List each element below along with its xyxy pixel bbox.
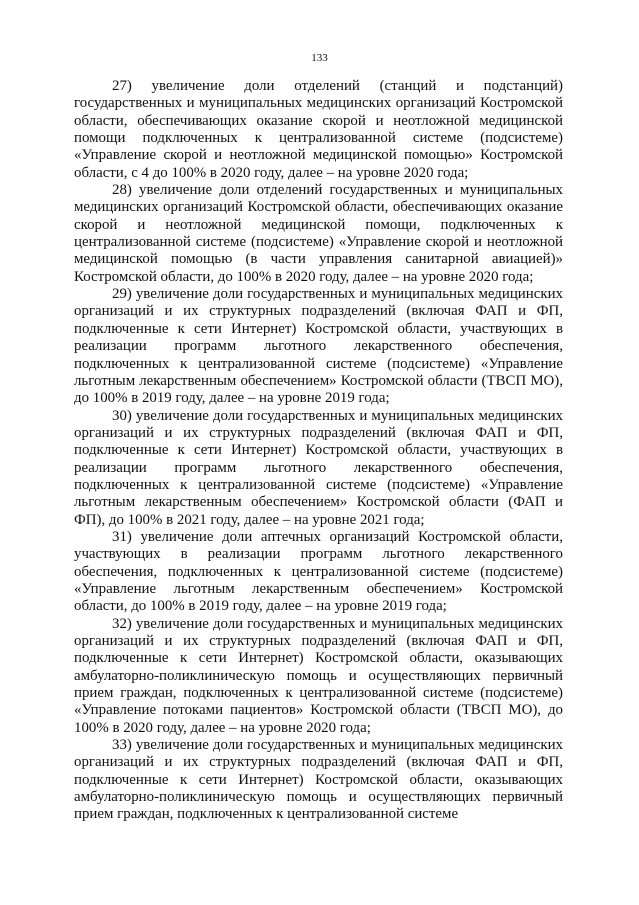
paragraph-29: 29) увеличение доли государственных и муниципальных медицинских организаций и их структурных подразделений (включая ФАП и ФП, подключенные к сети Интернет) Костромской области, участвующих в реализации программ льготного лекарственного обеспечения, подключенных к централизованной системе (подсистеме) «Управление льготным лекарственным обеспечением» Костромской области (ТВСП МО), до 100% в 2019 году, далее – на уровне 2019 года;: [74, 286, 563, 407]
paragraph-30: 30) увеличение доли государственных и муниципальных медицинских организаций и их структурных подразделений (включая ФАП и ФП, подключенные к сети Интернет) Костромской области, участвующих в реализации программ льготного лекарственного обеспечения, подключенных к централизованной системе (подсистеме) «Управление льготным лекарственным обеспечением» Костромской области (ФАП и ФП), до 100% в 2021 году, далее – на уровне 2021 года;: [74, 407, 563, 528]
document-body: [74, 78, 563, 824]
paragraph-28: 28) увеличение доли отделений государственных и муниципальных медицинских организаций Костромской области, обеспечивающих оказание скорой и неотложной медицинской помощи, подключенных к централизованной системе (подсистеме) «Управление скорой и неотложной медицинской помощью (в части управления санитарной авиацией)» Костромской области, до 100% в 2020 году, далее – на уровне 2020 года;: [74, 182, 563, 285]
page-number: 133: [311, 52, 328, 64]
paragraph-27: 27) увеличение доли отделений (станций и подстанций) государственных и муниципальных медицинских организаций Костромской области, обеспечивающих оказание скорой и неотложной медицинской помощи подключенных к централизованной системе (подсистеме) «Управление скорой и неотложной медицинской помощью» Костромской области, с 4 до 100% в 2020 году, далее – на уровне 2020 года;: [74, 78, 563, 181]
paragraph-32: 32) увеличение доли государственных и муниципальных медицинских организаций и их структурных подразделений (включая ФАП и ФП, подключенные к сети Интернет) Костромской области, оказывающих амбулаторно-поликлиническую помощь и осуществляющих первичный прием граждан, подключенных к централизованной системе (подсистеме) «Управление потоками пациентов» Костромской области (ТВСП МО), до 100% в 2020 году, далее – на уровне 2020 года;: [74, 615, 563, 736]
paragraph-31: 31) увеличение доли аптечных организаций Костромской области, участвующих в реализации программ льготного лекарственного обеспечения, подключенных к централизованной системе (подсистеме) «Управление льготным лекарственным обеспечением» Костромской области, до 100% в 2019 году, далее – на уровне 2019 года;: [74, 528, 563, 615]
paragraph-33: 33) увеличение доли государственных и муниципальных медицинских организаций и их структурных подразделений (включая ФАП и ФП, подключенные к сети Интернет) Костромской области, оказывающих амбулаторно-поликлиническую помощь и осуществляющих первичный прием граждан, подключенных к централизованной системе: [74, 737, 563, 823]
